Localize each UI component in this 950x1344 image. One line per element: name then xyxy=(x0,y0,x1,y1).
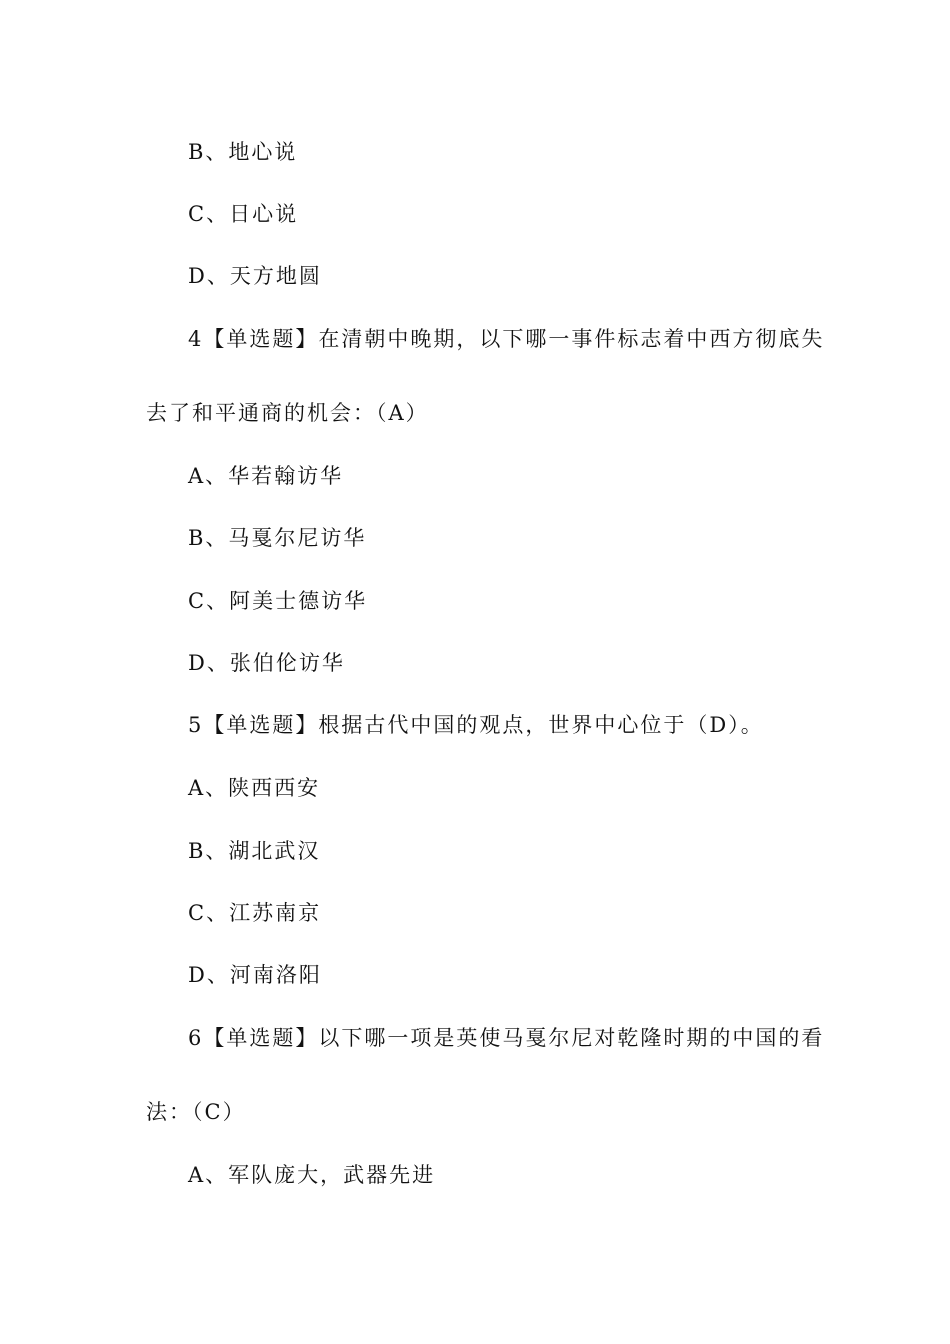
q5-option-d: D、河南洛阳 xyxy=(188,963,322,987)
q3-option-d: D、天方地圆 xyxy=(188,264,322,288)
q5-option-b: B、湖北武汉 xyxy=(188,839,321,863)
q3-option-b: B、地心说 xyxy=(188,140,298,164)
q6-stem-line1: 6【单选题】以下哪一项是英使马戛尔尼对乾隆时期的中国的看 xyxy=(188,1026,825,1050)
q5-stem: 5【单选题】根据古代中国的观点，世界中心位于（D）。 xyxy=(188,713,764,737)
q5-option-a: A、陕西西安 xyxy=(188,776,321,800)
q4-stem-line2: 去了和平通商的机会：（A） xyxy=(146,401,429,425)
q6-option-a: A、军队庞大，武器先进 xyxy=(188,1163,436,1187)
q4-option-d: D、张伯伦访华 xyxy=(188,651,345,675)
q4-option-c: C、阿美士德访华 xyxy=(188,589,368,613)
q4-option-b: B、马戛尔尼访华 xyxy=(188,526,367,550)
q6-stem-line2: 法：（C） xyxy=(146,1100,246,1124)
q5-option-c: C、江苏南京 xyxy=(188,901,322,925)
q4-option-a: A、华若翰访华 xyxy=(188,464,344,488)
q3-option-c: C、日心说 xyxy=(188,202,299,226)
q4-stem-line1: 4【单选题】在清朝中晚期，以下哪一事件标志着中西方彻底失 xyxy=(188,327,825,351)
